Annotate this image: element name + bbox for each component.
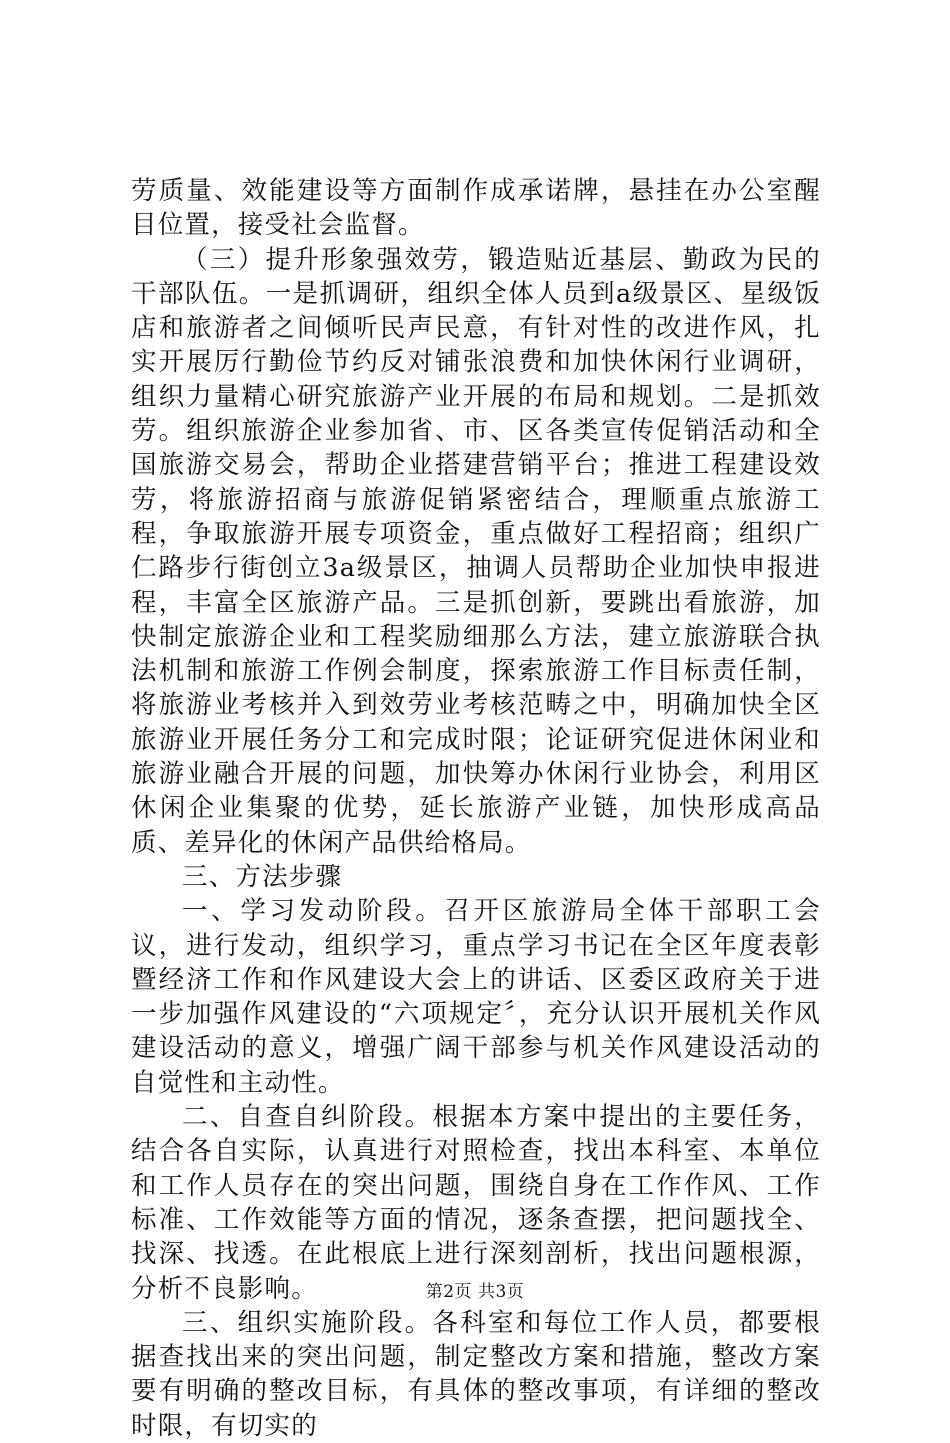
paragraph-implementation-phase: 三、组织实施阶段。各科室和每位工作人员，都要根据查找出来的突出问题，制定整改方案和措施，整改方案要有明确的整改目标，有具体的整改事项，有详细的整改时限，有切实的 [131,1307,821,1441]
paragraph-self-check-phase: 二、自查自纠阶段。根据本方案中提出的主要任务，结合各自实际，认真进行对照检查，找出本科室、本单位和工作人员存在的突出问题，围绕自身在工作作风、工作标准、工作效能等方面的情况，逐条查摆，把问题找全、找深、找透。在此根底上进行深刻剖析，找出问题根源，分析不良影响。 [131,1102,821,1304]
paragraph-study-phase: 一、学习发动阶段。召开区旅游局全体干部职工会议，进行发动，组织学习，重点学习书记在全区年度表彰暨经济工作和作风建设大会上的讲话、区委区政府关于进一步加强作风建设的“六项规定〞，充分认识开展机关作风建设活动的意义，增强广阔干部参与机关作风建设活动的自觉性和主动性。 [131,896,821,1098]
heading-method-steps: 三、方法步骤 [182,861,343,892]
document-body [131,174,821,1443]
paragraph-continuation: 劳质量、效能建设等方面制作成承诺牌，悬挂在办公室醒目位置，接受社会监督。 [131,176,821,241]
page-footer: 第2页 共3页 [425,1282,525,1302]
paragraph-section-three: （三）提升形象强效劳，锻造贴近基层、勤政为民的干部队伍。一是抓调研，组织全体人员到a级景区、星级饭店和旅游者之间倾听民声民意，有针对性的改进作风，扎实开展厉行勤俭节约反对铺张浪费和加快休闲行业调研，组织力量精心研究旅游产业开展的布局和规划。二是抓效劳。组织旅游企业参加省、市、区各类宣传促销活动和全国旅游交易会，帮助企业搭建营销平台；推进工程建设效劳，将旅游招商与旅游促销紧密结合，理顺重点旅游工程，争取旅游开展专项资金，重点做好工程招商；组织广仁路步行街创立3a级景区，抽调人员帮助企业加快申报进程，丰富全区旅游产品。三是抓创新，要跳出看旅游，加快制定旅游企业和工程奖励细那么方法，建立旅游联合执法机制和旅游工作例会制度，探索旅游工作目标责任制，将旅游业考核并入到效劳业考核范畴之中，明确加快全区旅游业开展任务分工和完成时限；论证研究促进休闲业和旅游业融合开展的问题，加快筹办休闲行业协会，利用区休闲企业集聚的优势，延长旅游产业链，加快形成高品质、差异化的休闲产品供给格局。 [131,244,821,858]
